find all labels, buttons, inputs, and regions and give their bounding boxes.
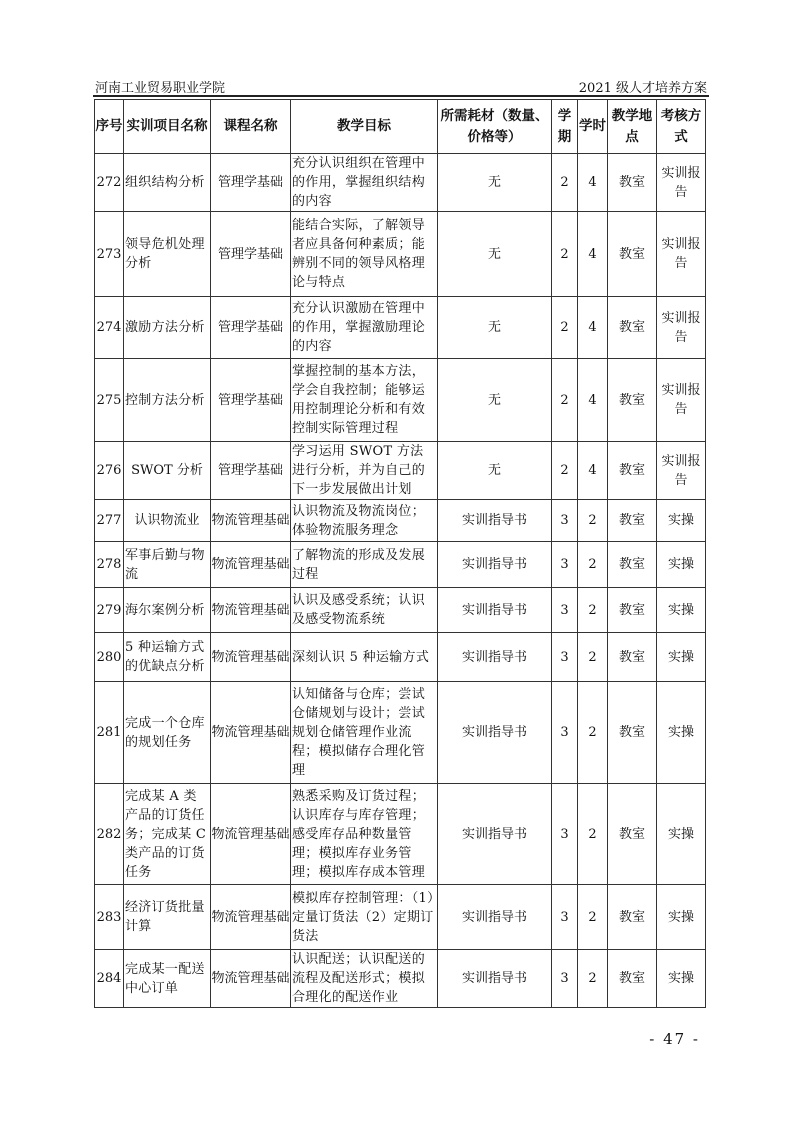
cell-no: 283 (95, 885, 124, 950)
cell-materials: 无 (438, 359, 552, 442)
cell-course: 物流管理基础 (211, 633, 291, 682)
cell-hours: 2 (578, 500, 608, 542)
cell-assess: 实操 (657, 950, 706, 1008)
header-doc-title: 2021 级人才培养方案 (578, 81, 707, 96)
cell-goal: 认识配送；认识配送的流程及配送形式；模拟合理化的配送作业 (291, 950, 438, 1008)
cell-assess: 实训报告 (657, 442, 706, 500)
cell-course: 管理学基础 (211, 359, 291, 442)
cell-no: 272 (95, 154, 124, 212)
cell-hours: 2 (578, 950, 608, 1008)
col-materials: 所需耗材（数量、价格等） (438, 100, 552, 154)
cell-materials: 实训指导书 (438, 885, 552, 950)
cell-goal: 掌握控制的基本方法，学会自我控制；能够运用控制理论分析和有效控制实际管理过程 (291, 359, 438, 442)
cell-goal: 认识物流及物流岗位；体验物流服务理念 (291, 500, 438, 542)
col-term: 学期 (552, 100, 578, 154)
cell-no: 284 (95, 950, 124, 1008)
cell-no: 277 (95, 500, 124, 542)
cell-name: 完成某 A 类产品的订货任务；完成某 C 类产品的订货任务 (124, 784, 211, 885)
cell-hours: 4 (578, 297, 608, 359)
col-no: 序号 (95, 100, 124, 154)
cell-place: 教室 (608, 297, 657, 359)
cell-place: 教室 (608, 885, 657, 950)
cell-term: 2 (552, 359, 578, 442)
table-row (95, 633, 706, 682)
cell-course: 管理学基础 (211, 442, 291, 500)
cell-place: 教室 (608, 784, 657, 885)
cell-assess: 实操 (657, 682, 706, 784)
cell-no: 274 (95, 297, 124, 359)
cell-place: 教室 (608, 359, 657, 442)
cell-course: 物流管理基础 (211, 542, 291, 588)
cell-term: 2 (552, 154, 578, 212)
cell-course: 管理学基础 (211, 212, 291, 297)
table-row (95, 784, 706, 885)
cell-hours: 4 (578, 442, 608, 500)
cell-term: 2 (552, 297, 578, 359)
cell-course: 物流管理基础 (211, 500, 291, 542)
table-row (95, 588, 706, 633)
col-place: 教学地点 (608, 100, 657, 154)
cell-no: 278 (95, 542, 124, 588)
cell-term: 2 (552, 442, 578, 500)
cell-materials: 无 (438, 212, 552, 297)
cell-materials: 实训指导书 (438, 784, 552, 885)
cell-assess: 实操 (657, 588, 706, 633)
cell-goal: 认知储备与仓库；尝试仓储规划与设计；尝试规划仓储管理作业流程；模拟储存合理化管理 (291, 682, 438, 784)
cell-assess: 实操 (657, 784, 706, 885)
cell-course: 物流管理基础 (211, 885, 291, 950)
table-row (95, 442, 706, 500)
training-table (94, 99, 706, 1008)
cell-name: 完成一个仓库的规划任务 (124, 682, 211, 784)
cell-materials: 实训指导书 (438, 542, 552, 588)
cell-place: 教室 (608, 682, 657, 784)
cell-no: 282 (95, 784, 124, 885)
cell-materials: 实训指导书 (438, 500, 552, 542)
cell-place: 教室 (608, 212, 657, 297)
cell-place: 教室 (608, 500, 657, 542)
cell-hours: 2 (578, 588, 608, 633)
cell-goal: 深刻认识 5 种运输方式 (291, 633, 438, 682)
cell-hours: 2 (578, 542, 608, 588)
col-name: 实训项目名称 (124, 100, 211, 154)
cell-course: 物流管理基础 (211, 784, 291, 885)
cell-term: 3 (552, 500, 578, 542)
cell-no: 275 (95, 359, 124, 442)
page-number: - 47 - (649, 1030, 700, 1048)
cell-goal: 能结合实际，了解领导者应具备何种素质；能辨别不同的领导风格理论与特点 (291, 212, 438, 297)
cell-assess: 实操 (657, 885, 706, 950)
cell-materials: 无 (438, 154, 552, 212)
cell-materials: 实训指导书 (438, 633, 552, 682)
cell-goal: 充分认识组织在管理中的作用，掌握组织结构的内容 (291, 154, 438, 212)
table-row (95, 500, 706, 542)
cell-assess: 实训报告 (657, 154, 706, 212)
table-row (95, 950, 706, 1008)
cell-name: 组织结构分析 (124, 154, 211, 212)
cell-course: 管理学基础 (211, 154, 291, 212)
cell-name: 5 种运输方式的优缺点分析 (124, 633, 211, 682)
cell-materials: 实训指导书 (438, 950, 552, 1008)
cell-assess: 实训报告 (657, 359, 706, 442)
table-row (95, 542, 706, 588)
cell-assess: 实训报告 (657, 212, 706, 297)
cell-hours: 4 (578, 154, 608, 212)
cell-place: 教室 (608, 588, 657, 633)
cell-name: SWOT 分析 (124, 442, 211, 500)
cell-term: 3 (552, 784, 578, 885)
col-goal: 教学目标 (291, 100, 438, 154)
cell-goal: 学习运用 SWOT 方法进行分析，并为自己的下一步发展做出计划 (291, 442, 438, 500)
cell-term: 3 (552, 682, 578, 784)
cell-term: 3 (552, 588, 578, 633)
cell-assess: 实操 (657, 500, 706, 542)
cell-assess: 实操 (657, 542, 706, 588)
cell-place: 教室 (608, 950, 657, 1008)
cell-goal: 认识及感受系统；认识及感受物流系统 (291, 588, 438, 633)
table-row (95, 154, 706, 212)
cell-course: 物流管理基础 (211, 950, 291, 1008)
table-row (95, 885, 706, 950)
cell-hours: 4 (578, 212, 608, 297)
table-header-row (95, 100, 706, 154)
cell-no: 279 (95, 588, 124, 633)
cell-name: 领导危机处理分析 (124, 212, 211, 297)
cell-name: 控制方法分析 (124, 359, 211, 442)
table-row (95, 297, 706, 359)
cell-hours: 2 (578, 784, 608, 885)
cell-term: 3 (552, 633, 578, 682)
cell-hours: 2 (578, 682, 608, 784)
cell-term: 3 (552, 542, 578, 588)
header-school: 河南工业贸易职业学院 (95, 81, 226, 96)
cell-term: 3 (552, 885, 578, 950)
cell-no: 281 (95, 682, 124, 784)
col-hours: 学时 (578, 100, 608, 154)
table-row (95, 359, 706, 442)
cell-place: 教室 (608, 442, 657, 500)
table-row (95, 212, 706, 297)
cell-term: 2 (552, 212, 578, 297)
cell-materials: 实训指导书 (438, 682, 552, 784)
cell-materials: 无 (438, 442, 552, 500)
cell-name: 海尔案例分析 (124, 588, 211, 633)
cell-no: 273 (95, 212, 124, 297)
cell-hours: 2 (578, 885, 608, 950)
cell-no: 276 (95, 442, 124, 500)
cell-goal: 了解物流的形成及发展过程 (291, 542, 438, 588)
cell-course: 物流管理基础 (211, 588, 291, 633)
cell-hours: 2 (578, 633, 608, 682)
cell-assess: 实操 (657, 633, 706, 682)
cell-name: 激励方法分析 (124, 297, 211, 359)
header-rule (93, 95, 709, 97)
cell-materials: 无 (438, 297, 552, 359)
cell-place: 教室 (608, 633, 657, 682)
cell-no: 280 (95, 633, 124, 682)
cell-name: 认识物流业 (124, 500, 211, 542)
cell-course: 物流管理基础 (211, 682, 291, 784)
cell-name: 完成某一配送中心订单 (124, 950, 211, 1008)
cell-name: 经济订货批量计算 (124, 885, 211, 950)
cell-course: 管理学基础 (211, 297, 291, 359)
cell-materials: 实训指导书 (438, 588, 552, 633)
cell-goal: 充分认识激励在管理中的作用，掌握激励理论的内容 (291, 297, 438, 359)
table-row (95, 682, 706, 784)
cell-assess: 实训报告 (657, 297, 706, 359)
cell-goal: 模拟库存控制管理：（1）定量订货法（2）定期订货法 (291, 885, 438, 950)
cell-place: 教室 (608, 154, 657, 212)
cell-hours: 4 (578, 359, 608, 442)
cell-name: 军事后勤与物流 (124, 542, 211, 588)
col-course: 课程名称 (211, 100, 291, 154)
page-header (93, 75, 709, 95)
col-assess: 考核方式 (657, 100, 706, 154)
cell-place: 教室 (608, 542, 657, 588)
cell-goal: 熟悉采购及订货过程；认识库存与库存管理；感受库存品种数量管理；模拟库存业务管理；模拟库存成本管理 (291, 784, 438, 885)
cell-term: 3 (552, 950, 578, 1008)
